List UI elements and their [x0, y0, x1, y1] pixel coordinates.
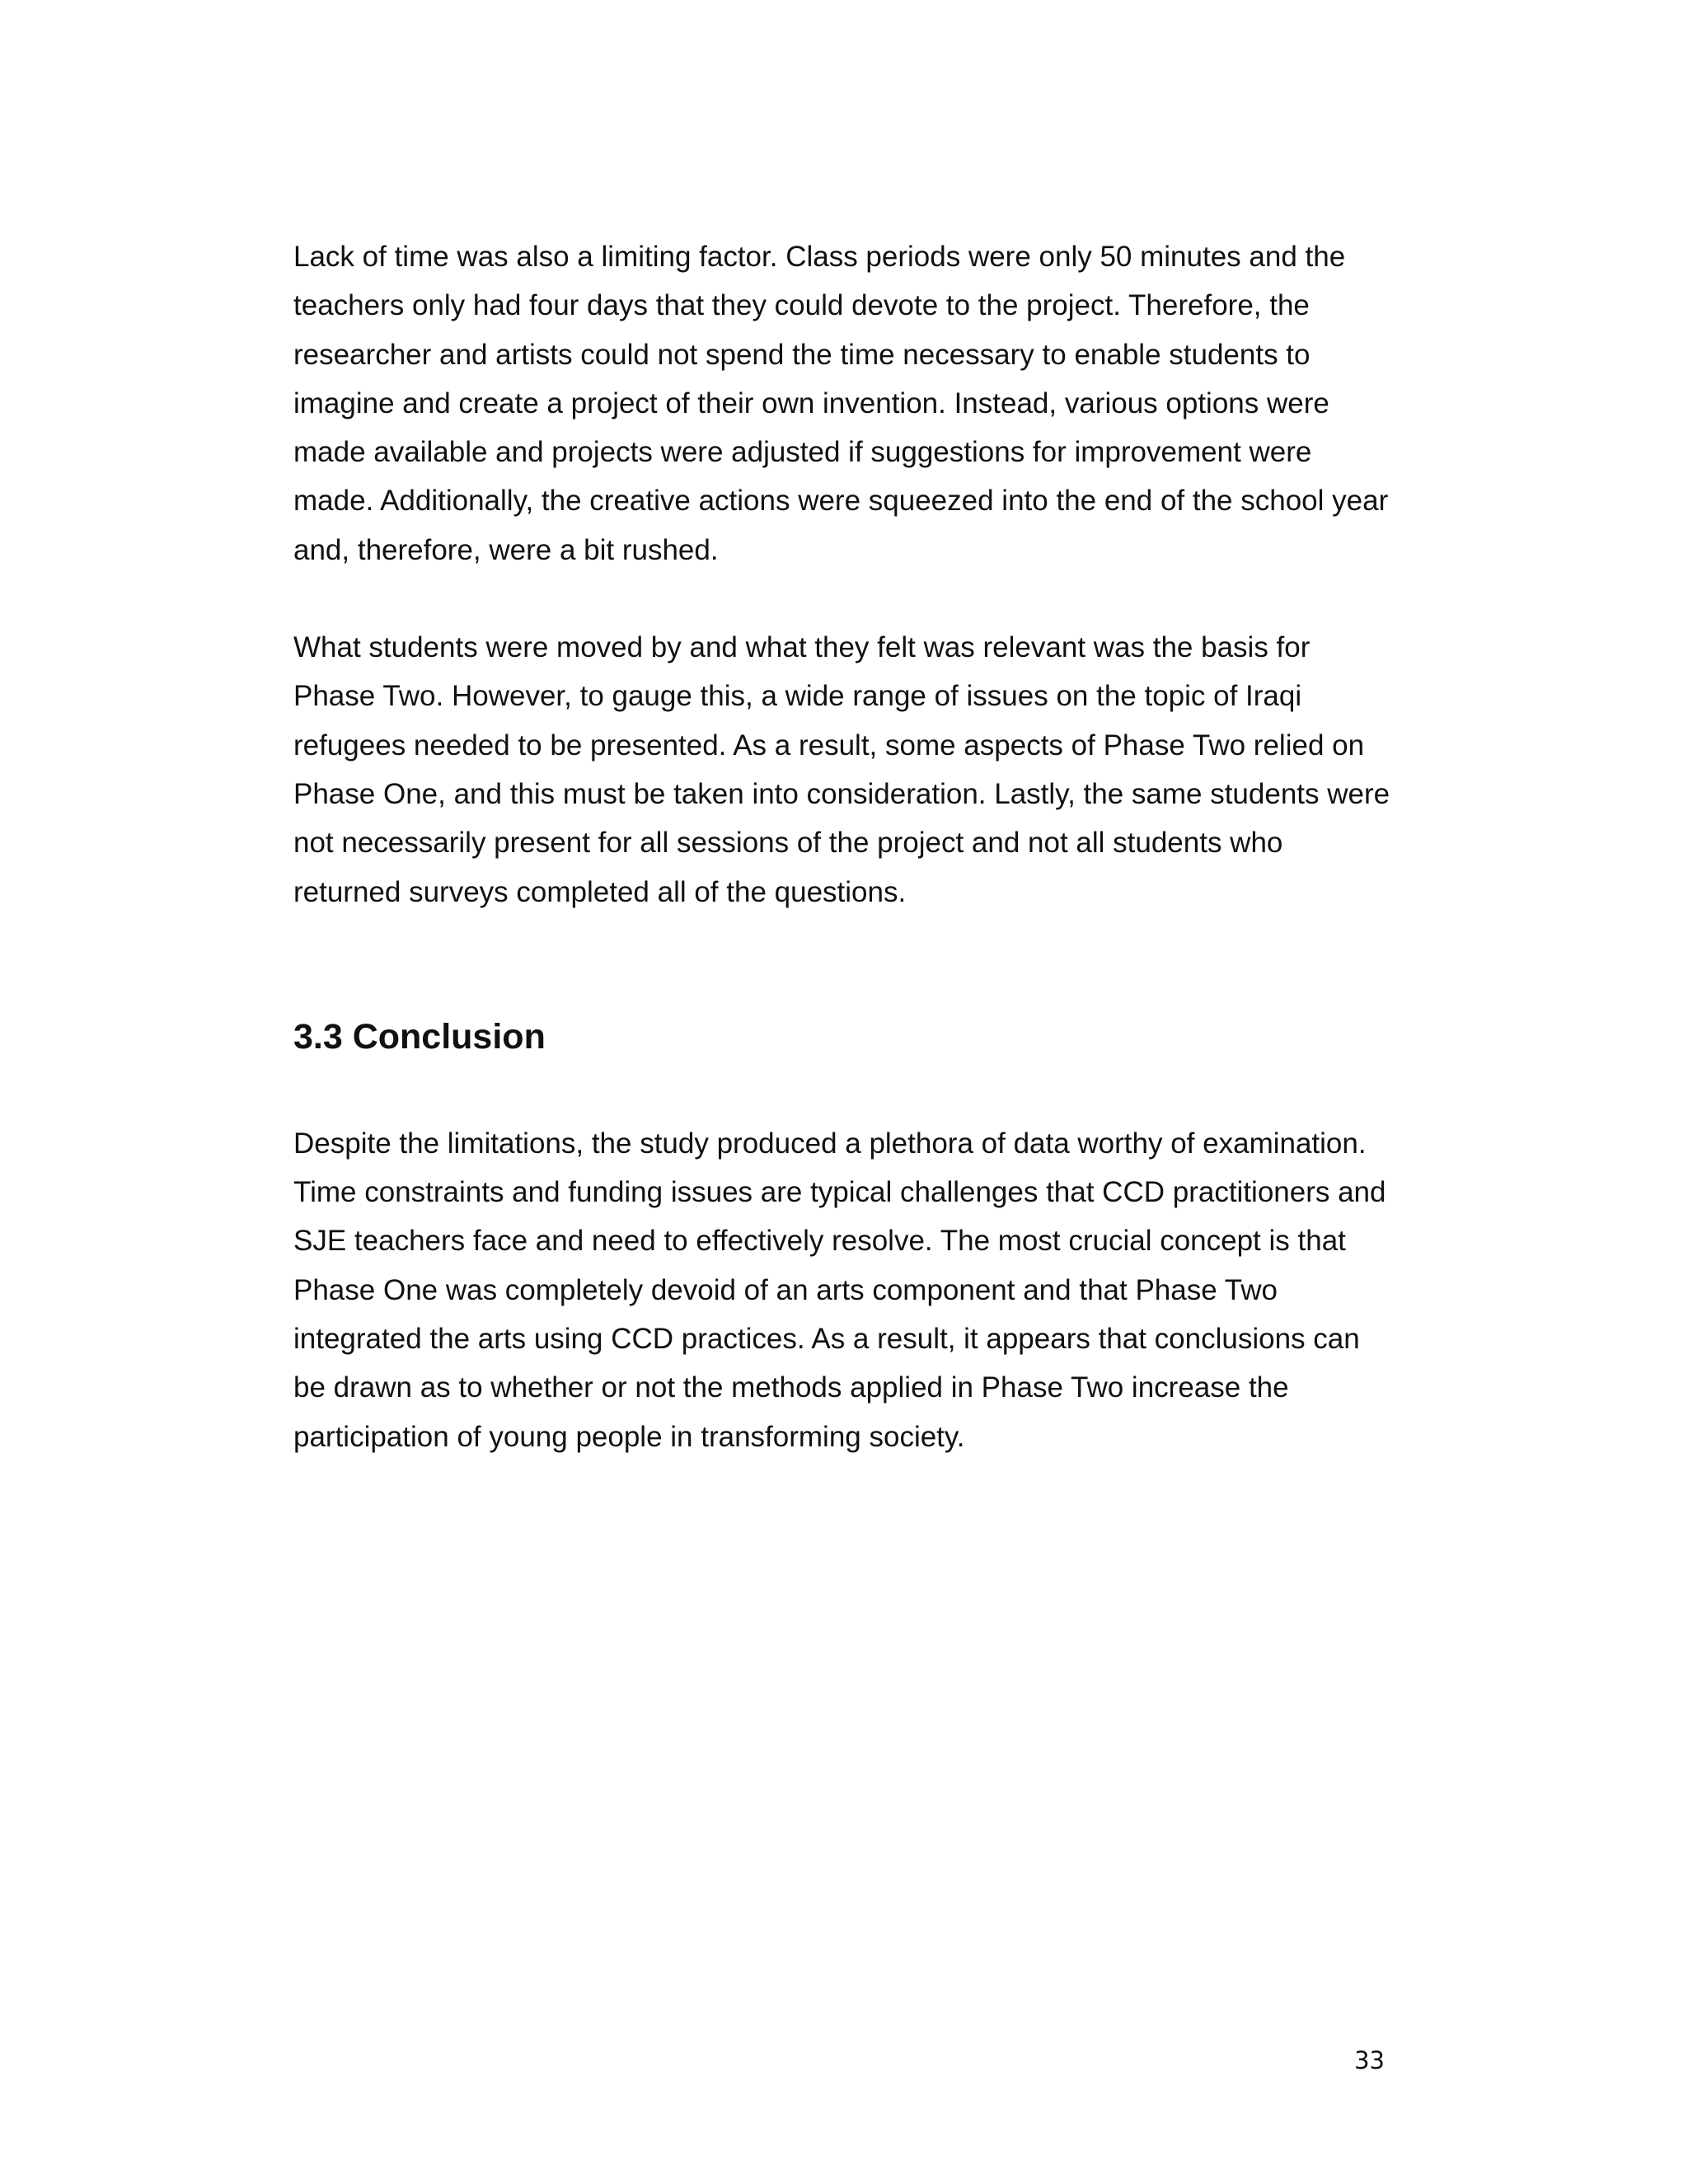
paragraph-time-limitations: Lack of time was also a limiting factor. Class periods were only 50 minutes and the teachers only had four days that they could devote to the project. Therefore, the researcher and artists could not spend the time necessary to enable students to imagine and create a project of their own invention. Instead, various options were made available and projects were adjusted if suggestions for improvement were made. Additionally, the creative actions were squeezed into the end of the school year and, therefore, were a bit rushed. [293, 241, 1389, 566]
paragraph-conclusion: Despite the limitations, the study produced a plethora of data worthy of examination. Time constraints and funding issues are typical challenges that CCD practitioners and SJE teachers face and need to effectively resolve. The most crucial concept is that Phase One was completely devoid of an arts component and that Phase Two integrated the arts using CCD practices. As a result, it appears that conclusions can be drawn as to whether or not the methods applied in Phase Two increase the participation of young people in transforming society. [293, 1127, 1386, 1453]
paragraph-phase-two-basis: What students were moved by and what they felt was relevant was the basis for Phase Two. However, to gauge this, a wide range of issues on the topic of Iraqi refugees needed to be presented. As a result, some aspects of Phase Two relied on Phase One, and this must be taken into consideration. Lastly, the same students were not necessarily present for all sessions of the project and not all students who returned surveys completed all of the questions. [293, 631, 1390, 908]
page-body [293, 232, 1398, 1461]
section-heading-conclusion: 3.3 Conclusion [293, 1016, 546, 1057]
page-number: 33 [1354, 2046, 1385, 2074]
